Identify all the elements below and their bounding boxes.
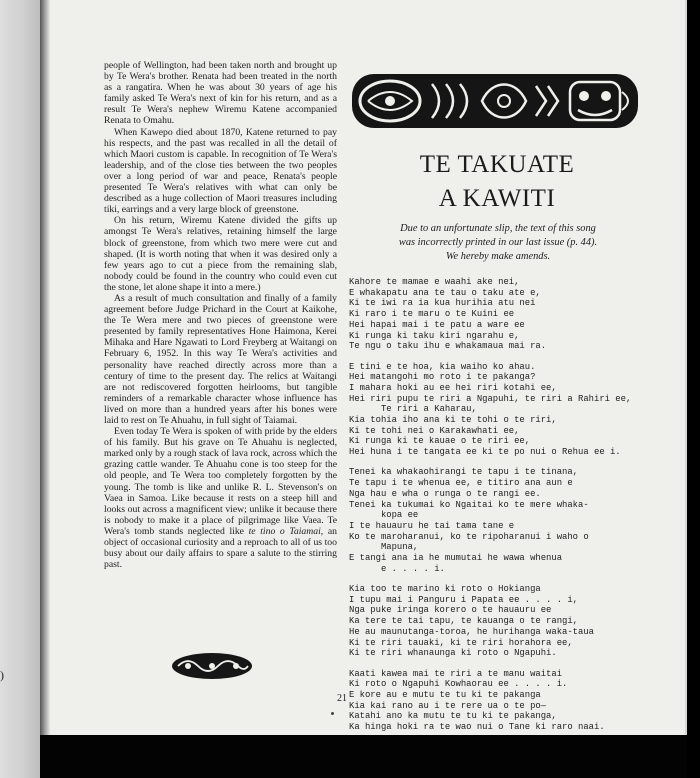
paragraph: As a result of much consultation and finally of a family agreement before Judge Prichard in the Court at Kaikohe, the Te Wera mere and two pieces of greenstone were presented by family representatives Hone Haimona, Kerei Mihaka and Hare Ngawati to Lord Freyberg at Waitangi on February 6, 1952. In this way Te Wera's activities and personality have reached directly across more than a century of time to the present day. The relics at Waitangi are not rediscovered forgotten heirlooms, but tangible reminders of a remarkable character whose influence has lived on more than a hundred years after his bones were laid to rest on Te Ahuahu, in full sight of Taiamai. (104, 292, 337, 426)
song-line: Katahi ano ka mutu te tu ki te pakanga, (349, 711, 557, 722)
song-line: Ki raro i te maru o te Kuini ee (349, 309, 515, 320)
song-line: Ki roto o Ngapuhi Kowhaorau ee . . . . i. (349, 679, 568, 690)
song-line: Mapuna, (349, 542, 419, 553)
page-number: 21 (337, 693, 347, 704)
paragraph-text: Even today Te Wera is spoken of with pride by the elders of his family. But his grave on Te Ahuahu is neglected, marked only by a rough stack of lava rock, across which the grazing cattle wander. Te Ahuahu cone is too steep for the old people, and Te Wera too completely forgotten by the young. The tomb is like and unlike R. L. Stevenson's on Vaea in Samoa. Like because it rests on a steep hill and looks out across a magnificent view; unlike it because there is nobody to make it a place of pilgrimage like Vaea. Te Wera's tomb stands neglected like (104, 426, 337, 537)
song-text (349, 277, 659, 742)
song-line: E kore au e mutu te tu ki te pakanga (349, 689, 541, 700)
song-line: Te tapu i te whenua ee, e titiro ana aun e (349, 478, 573, 489)
song-line: e . . . . i. (349, 563, 445, 574)
paragraph (104, 426, 337, 570)
song-line: Hei hapai mai i te patu a ware ee (349, 319, 525, 330)
song-stanza (349, 584, 659, 659)
song-line: Kia too te marino ki roto o Hokianga (349, 584, 541, 595)
song-stanza (349, 362, 659, 458)
song-line: I tupu mai i Panguru i Papata ee . . . . i, (349, 594, 579, 605)
song-line: Ka tere te tai tapu, te kauanga o te rangi, (349, 616, 579, 627)
song-line: Ki runga ki taku kiri ngarahu e, (349, 330, 520, 341)
erratum-note (348, 222, 648, 264)
song-line: Ki te iwi ra ia kua hurihia atu nei (349, 298, 536, 309)
song-stanza (349, 277, 659, 352)
title-line: A KAWITI (438, 185, 556, 212)
song-line: Ki te tohi nei o Karakawhati ee, (349, 425, 520, 436)
song-line: Ka hinga hoki ra te wao nui o Tane ki raro naai. (349, 722, 605, 733)
song-line: Tenei ka tukumai ko Ngaitai ko te mere whaka- (349, 499, 589, 510)
maori-scroll-ornament-icon (170, 651, 254, 681)
paragraph: On his return, Wiremu Katene divided the gifts up amongst Te Wera's relatives, retaining himself the large block of greenstone, from which two mere were cut and shaped. (It is worth noting that when it was desired only a few years ago to cut a piece from the remaining slab, nobody could be found in the country who could even cut the stone, let alone shape it into a mere.) (104, 215, 337, 293)
maori-phrase: te tino o Taiamai (248, 525, 321, 537)
song-line: He au maunutanga-toroa, he hurihanga waka-taua (349, 626, 594, 637)
song-line: E whakapatu ana te tau o taku ate e, (349, 287, 541, 298)
song-line: Ko te maroharanui, ko te ripoharanui i waho o (349, 531, 589, 542)
song-line: Kia kai rano au i te rere ua o te po— (349, 700, 547, 711)
song-line: Te ngu o taku ihu e whakamaua mai ra. (349, 341, 547, 352)
paragraph: people of Wellington, had been taken north and brought up by Te Wera's brother. Renata had been treated in the north as a rangatira. When he was about 30 years of age his family asked Te Wera's next of kin for his return, and as a result Te Wera's nephew Wiremu Katene accompanied Renata to Omahu. (104, 60, 337, 127)
song-line: E tangi ana ia he mumutai he wawa whenua (349, 553, 563, 564)
song-stanza (349, 669, 659, 733)
song-line: Kahore te mamae e waahi ake nei, (349, 277, 520, 287)
title-line: TE TAKUATE (419, 151, 575, 178)
song-line: Ki runga ki te kauae o te riri ee, (349, 436, 531, 447)
song-line: Kia tohia iho ana ki te tohi o te riri, (349, 415, 557, 426)
note-line: We hereby make amends. (445, 251, 551, 262)
note-line: was incorrectly printed in our last issue (p. 44). (398, 237, 598, 248)
song-line: Hei riri pupu te riri a Ngapuhi, te riri a Rahiri ee, (349, 393, 632, 404)
song-line: E tini e te hoa, kia waiho ko ahau. (349, 361, 536, 372)
song-line: Ki te riri tauaki, ki te riri horahora ee, (349, 637, 573, 648)
maori-carving-panel-icon (350, 70, 640, 132)
song-stanza (349, 467, 659, 574)
binding-shadow (40, 0, 50, 735)
print-mark (331, 712, 334, 715)
song-line: Nga hau e wha o runga o te rangi ee. (349, 488, 541, 499)
song-line: Hei huna i te tangata ee ki te po nui o Rehua ee i. (349, 447, 621, 458)
song-line: Te riri a Kaharau, (349, 404, 477, 415)
song-line: Tenei ka whakaohirangi te tapu i te tinana, (349, 467, 579, 478)
paragraph-text: , an object of occasional curiosity and a reproach to all of us too busy about our daily affairs to spare a salute to the stirring past. (104, 525, 337, 571)
note-line: Due to an unfortunate slip, the text of this song (400, 223, 596, 234)
facing-page-edge (0, 0, 40, 778)
song-line: I te hauauru he tai tama tane e (349, 520, 515, 531)
song-line: Kaati kawea mai te riri a te manu waitai (349, 668, 563, 679)
song-line: Nga puke iringa korero o te hauauru ee (349, 605, 552, 616)
song-title (346, 148, 648, 216)
paragraph: When Kawepo died about 1870, Katene returned to pay his respects, and the past was recalled in all the detail of which Maori custom is capable. In recognition of Te Wera's leadership, and of the close ties between the two peoples over a long period of war and peace, Renata's people presented Te Wera's relatives with what can only be described as a huge collection of Maori treasures including tiki, earrings and a very large block of greenstone. (104, 126, 337, 216)
song-line: I mahara hoki au ee hei riri kotahi ee, (349, 382, 557, 393)
song-line: kopa ee (349, 510, 419, 521)
article-column (104, 60, 337, 570)
song-line: Hei matangohi mo roto i te pakanga? (349, 372, 536, 383)
song-line: Ki te riri whanaunga ki roto o Ngapuhi. (349, 648, 557, 659)
facing-page-text-fragment: ) (0, 668, 4, 682)
